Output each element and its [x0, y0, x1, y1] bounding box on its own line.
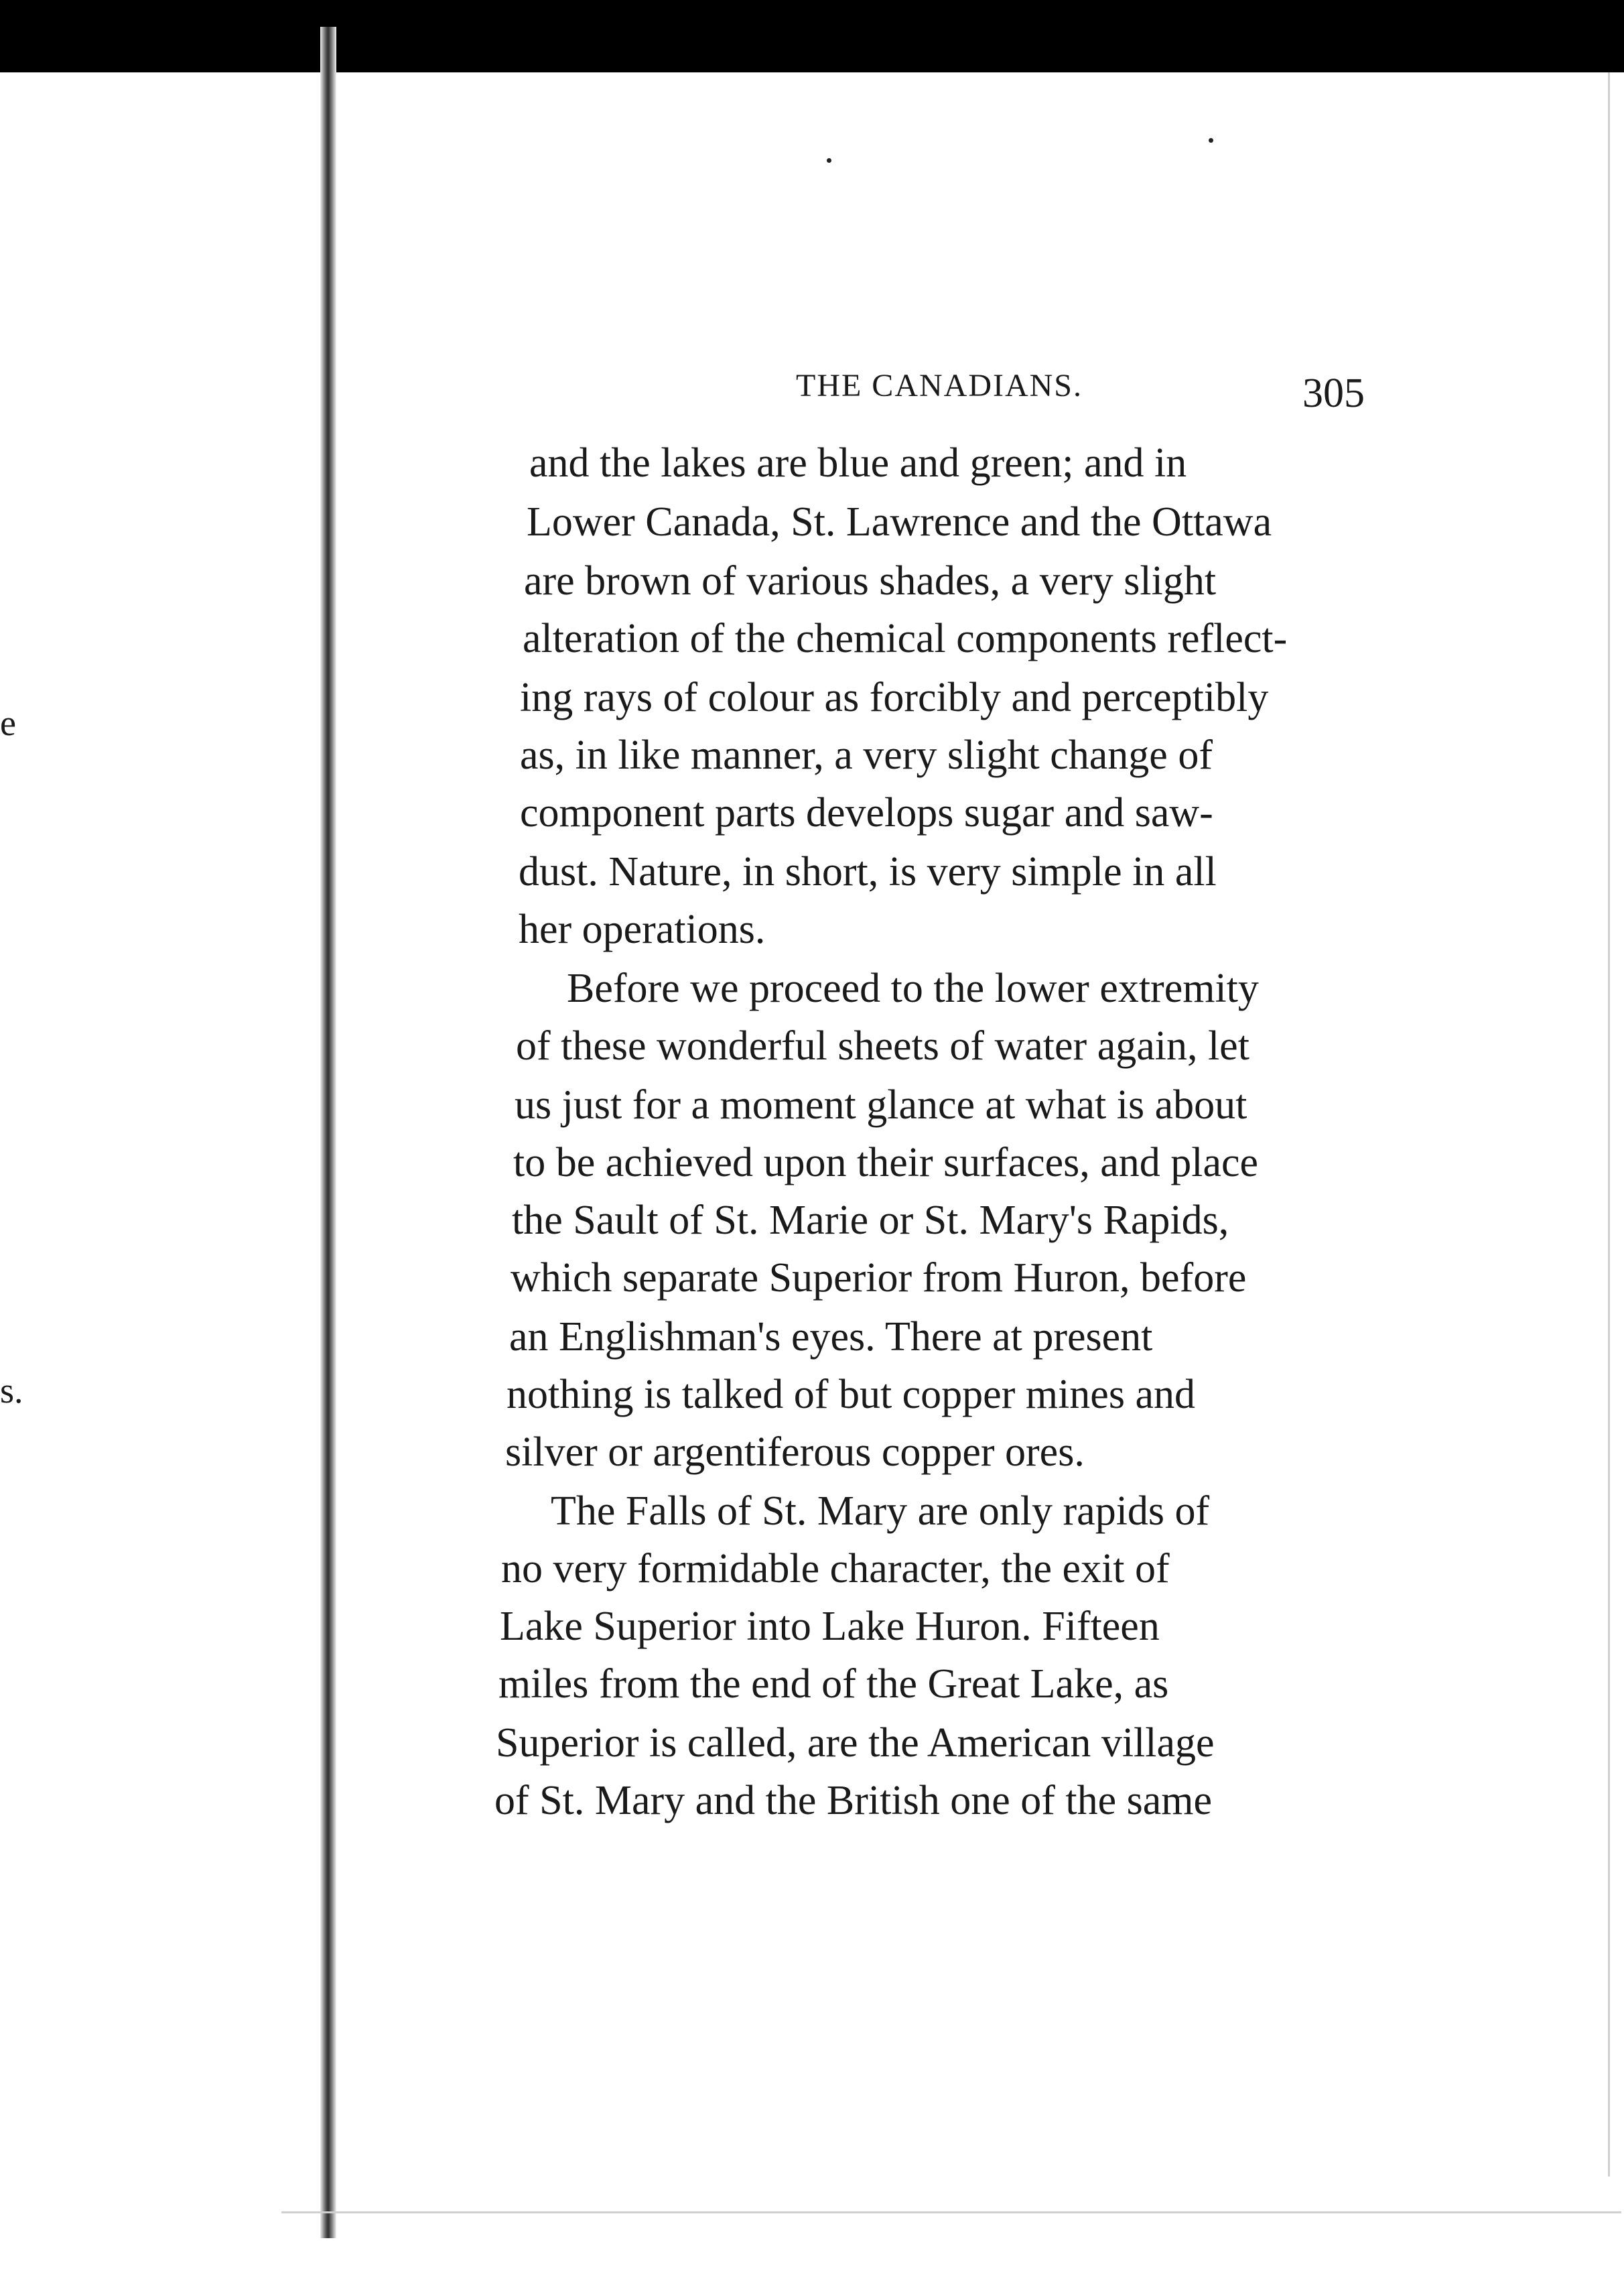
- body-line: The Falls of St. Mary are only rapids of: [551, 1488, 1210, 1534]
- body-line: component parts develops sugar and saw-: [520, 790, 1213, 836]
- page-number: 305: [1302, 371, 1365, 416]
- body-line: ing rays of colour as forcibly and perceptibly: [520, 675, 1269, 720]
- book-gutter: [320, 27, 336, 2238]
- body-line: Before we proceed to the lower extremity: [567, 966, 1259, 1011]
- body-line: of St. Mary and the British one of the same: [494, 1778, 1213, 1823]
- body-line: of these wonderful sheets of water again, let: [516, 1023, 1249, 1069]
- body-line: no very formidable character, the exit of: [501, 1546, 1170, 1592]
- body-line: us just for a moment glance at what is about: [515, 1082, 1247, 1128]
- body-line: silver or argentiferous copper ores.: [505, 1429, 1085, 1475]
- body-line: the Sault of St. Marie or St. Mary's Rapids,: [512, 1197, 1229, 1243]
- left-text-fragment: s.: [0, 1370, 23, 1411]
- ink-speck: [1209, 138, 1213, 143]
- body-line: and the lakes are blue and green; and in: [529, 440, 1187, 486]
- running-head: THE CANADIANS.: [796, 368, 1083, 403]
- body-line: her operations.: [519, 907, 766, 952]
- body-line: are brown of various shades, a very slight: [524, 558, 1217, 604]
- body-line: nothing is talked of but copper mines and: [506, 1372, 1195, 1417]
- body-line: which separate Superior from Huron, before: [511, 1255, 1247, 1301]
- body-line: Lower Canada, St. Lawrence and the Ottawa: [527, 499, 1272, 545]
- body-line: to be achieved upon their surfaces, and place: [513, 1140, 1259, 1185]
- body-line: as, in like manner, a very slight change of: [520, 732, 1213, 778]
- body-line: alteration of the chemical components reflect-: [523, 616, 1288, 661]
- ink-speck: [827, 158, 831, 163]
- page-bottom-edge: [281, 2211, 1621, 2213]
- body-line: Lake Superior into Lake Huron. Fifteen: [500, 1604, 1160, 1649]
- scan-top-border: [0, 0, 1624, 72]
- body-line: dust. Nature, in short, is very simple in all: [519, 849, 1217, 895]
- body-line: an Englishman's eyes. There at present: [509, 1314, 1153, 1360]
- body-line: Superior is called, are the American village: [496, 1720, 1215, 1766]
- body-line: miles from the end of the Great Lake, as: [498, 1661, 1169, 1707]
- left-page: [0, 72, 315, 2203]
- left-text-fragment: e: [0, 703, 16, 743]
